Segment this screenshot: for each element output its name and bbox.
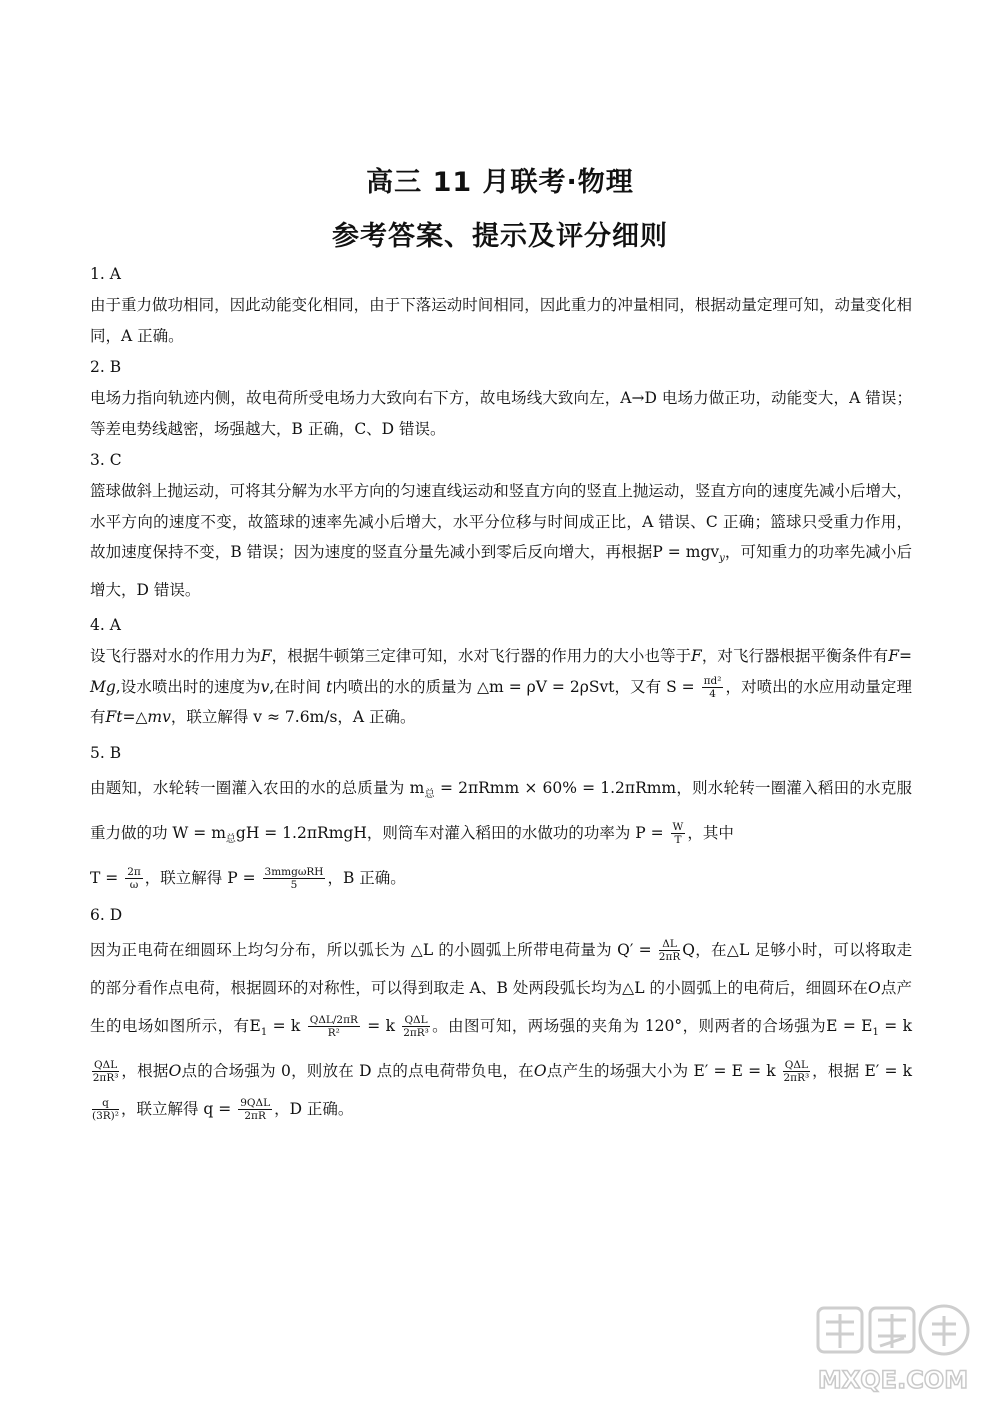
answer-2-explanation: 电场力指向轨迹内侧，故电荷所受电场力大致向右下方，故电场线大致向左，A→D 电场力做正功，动能变大，A 错误；等差电势线越密，场强越大，B 正确，C、D 错误。: [90, 389, 912, 438]
answer-3-number: 3. C: [90, 451, 122, 469]
fraction: $\frac{\text{πd²}}{4}$: [703, 675, 722, 701]
symbol-v: v: [260, 677, 270, 696]
answer-3-explanation: [90, 476, 912, 605]
answer-4-text: 内喷出的水的质量为 △m = ρV = 2ρSvt，又有 S =: [332, 677, 695, 696]
answer-4-text: ,在时间: [269, 677, 321, 696]
symbol-f: F: [691, 647, 702, 666]
answer-6-text: Q，在△L 足够小时，可以将取走的部分看作点电荷，根据圆环的对称性，可以得到取走 A、B 处两段弧长均为△L 的小圆弧上的电荷后，细圆环在: [90, 940, 912, 997]
subscript-total: 总: [225, 833, 236, 845]
fraction: $\frac{\text{9QΔL}}{2\pi R}$: [240, 1097, 271, 1123]
fraction: $\frac{2\pi}{\omega}$: [127, 866, 141, 892]
answer-2-number: 2. B: [90, 358, 122, 376]
answer-6-text: 点的合场强为 0，则放在 D 点的点电荷带负电，在: [181, 1061, 534, 1080]
answer-4-number: 4. A: [90, 616, 121, 635]
answer-4-explanation: [90, 641, 912, 733]
fraction: $\frac{\Delta L}{2\pi R}$: [658, 938, 681, 964]
answer-3-text-a: 篮球做斜上抛运动，可将其分解为水平方向的匀速直线运动和竖直方向的竖直上抛运动，竖直方向的速度先减小后增大，水平方向的速度不变，故篮球的速率先减小后增大，水平分位移与时间成正比，A 错误、C 正确；篮球只受重力作用，故加速度保持不变，B 错误；因为速度的竖直分量先减小到零后反向增大，再根据P = mgv: [90, 482, 912, 561]
fraction: $\frac{\text{QΔL/2πR}}{\text{R²}}$: [309, 1014, 358, 1040]
fraction: $\frac{\text{QΔL}}{\text{2πR³}}$: [403, 1014, 429, 1040]
answer-5-explanation: [90, 769, 912, 897]
symbol-o: O: [168, 1061, 182, 1080]
answer-6-text: = k: [361, 1016, 396, 1035]
answer-6-text: ，根据 E′ = k: [811, 1061, 912, 1080]
fraction: $\frac{W}{T}$: [672, 821, 684, 847]
answer-6-text: = k: [267, 1016, 301, 1035]
equation-ft: Ft=△mv: [105, 708, 171, 727]
symbol-f: F: [260, 647, 272, 666]
answer-5-text: ，B 正确。: [327, 868, 406, 887]
answer-6-text: 因为正电荷在细圆环上均匀分布，所以弧长为 △L 的小圆弧上所带电荷量为 Q′ =: [90, 940, 652, 959]
symbol-o: O: [868, 978, 881, 997]
symbol-o: O: [533, 1061, 547, 1080]
answer-list: [90, 262, 912, 1132]
answer-4-text: ，根据牛顿第三定律可知，水对飞行器的作用力的大小也等于: [271, 647, 692, 666]
watermark-logo: [808, 1300, 978, 1400]
answer-6-text: = k: [878, 1016, 913, 1035]
answer-3-subscript: y: [719, 553, 725, 565]
answer-6-text: ，联立解得 q =: [121, 1099, 232, 1118]
fraction: $\frac{\text{3mmgωRH}}{5}$: [264, 866, 324, 892]
answer-6-text: 。由图可知，两场强的夹角为 120°，则两者的合场强为E = E: [431, 1016, 873, 1035]
answer-4-text: ，联立解得 v ≈ 7.6m/s，A 正确。: [170, 708, 416, 727]
subscript-total: 总: [424, 788, 435, 800]
watermark-domain: MXQE.COM: [817, 1366, 969, 1394]
answer-6-text: ，根据: [121, 1061, 169, 1080]
answer-1-explanation: 由于重力做功相同，因此动能变化相同，由于下落运动时间相同，因此重力的冲量相同，根据动量定理可知，动量变化相同，A 正确。: [90, 296, 912, 345]
answer-4-text: ,设水喷出时的速度为: [115, 677, 261, 696]
fraction: $\frac{q}{\text{(3R)²}}$: [92, 1097, 119, 1123]
answer-4-text: ，对飞行器根据平衡条件有: [701, 647, 889, 666]
page-title: 高三 11 月联考·物理: [366, 167, 634, 198]
symbol-t: t: [325, 677, 333, 696]
answer-6-text: 点产生的电场如图所示，有E: [90, 978, 912, 1035]
answer-3-text-b: ，可知重力的功率先减小后增大，D 错误。: [90, 543, 912, 599]
fraction: $\frac{\text{QΔL}}{\text{2πR³}}$: [783, 1059, 810, 1085]
answer-4-text: ，对喷出的水应用动量定理有: [90, 677, 912, 727]
answer-5-number: 5. B: [90, 743, 122, 762]
subscript: 1: [872, 1026, 879, 1038]
answer-6-explanation: [90, 931, 912, 1128]
answer-6-number: 6. D: [90, 905, 123, 924]
answer-5-text: = 2πRmm × 60% = 1.2πRmm，则水轮转一圈灌入稻田的水克服重力做的功 W = m: [90, 778, 912, 842]
answer-4-text: 设飞行器对水的作用力为: [90, 647, 261, 666]
answer-5-text: gH = 1.2πRmgH，则筒车对灌入稻田的水做功的功率为 P =: [235, 823, 664, 842]
answer-6-text: 点产生的场强大小为 E′ = E = k: [546, 1061, 776, 1080]
equation-f-mg: F=Mg: [90, 647, 912, 696]
page-subtitle: 参考答案、提示及评分细则: [332, 221, 668, 252]
answer-6-text: ，D 正确。: [274, 1099, 354, 1118]
fraction: $\frac{\text{QΔL}}{\text{2πR³}}$: [92, 1059, 119, 1085]
answer-5-text: 由题知，水轮转一圈灌入农田的水的总质量为 m: [90, 778, 425, 797]
answer-1-number: 1. A: [90, 265, 121, 283]
subscript: 1: [260, 1026, 268, 1038]
answer-5-text: ，联立解得 P =: [144, 868, 256, 887]
answer-5-text: ，其中: [687, 823, 734, 842]
answer-5-text: T =: [90, 868, 119, 887]
